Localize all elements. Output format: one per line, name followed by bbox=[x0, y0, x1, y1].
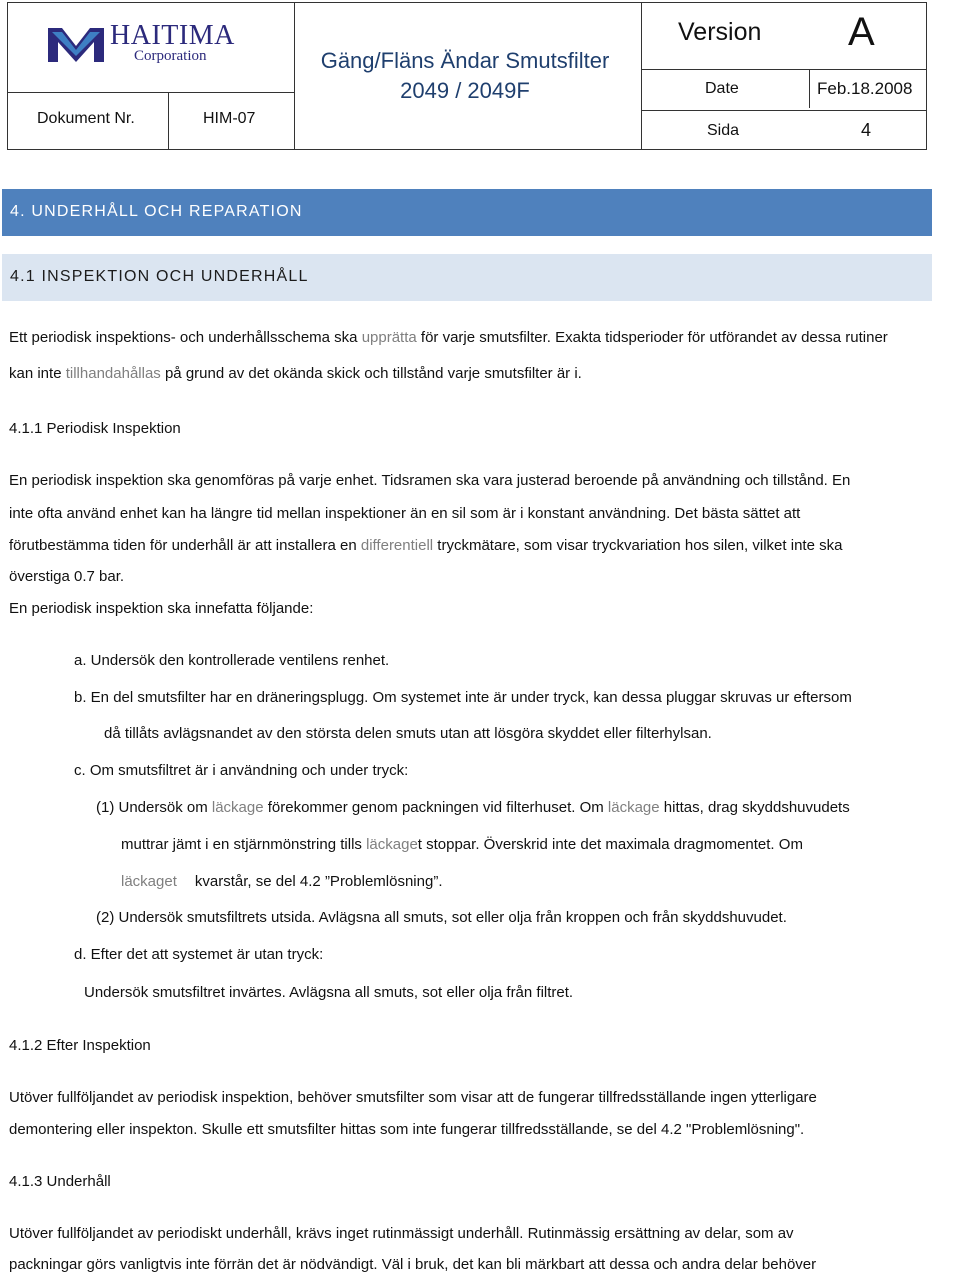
page-label: Sida bbox=[707, 122, 740, 139]
doc-number-value: HIM-07 bbox=[203, 110, 256, 127]
header-divider bbox=[809, 69, 810, 108]
header-divider bbox=[641, 3, 642, 149]
list-item-c1: (1) Undersök om läckage förekommer genom packningen vid filterhuset. Om läckage hittas, drag skyddshuvudets bbox=[96, 799, 850, 816]
logo-subtitle: Corporation bbox=[134, 48, 207, 64]
subsection-heading-bar bbox=[2, 254, 932, 301]
intro-line: Ett periodisk inspektions- och underhållsschema ska upprätta för varje smutsfilter. Exakta tidsperioder för utförandet av dessa rutiner bbox=[9, 329, 888, 346]
paragraph-line: En periodisk inspektion ska innefatta följande: bbox=[9, 600, 314, 617]
section-4-1-2-heading: 4.1.2 Efter Inspektion bbox=[9, 1037, 151, 1054]
section-heading-bar bbox=[2, 189, 932, 236]
version-value: A bbox=[848, 10, 875, 54]
paragraph-line: förutbestämma tiden för underhåll är att installera en differentiell tryckmätare, som visar tryckvariation hos silen, vilket inte ska bbox=[9, 537, 843, 554]
paragraph-line: Utöver fullföljandet av periodiskt underhåll, krävs inget rutinmässigt underhåll. Rutinmässig ersättning av delar, som av bbox=[9, 1225, 794, 1242]
header-divider bbox=[641, 69, 927, 70]
list-item-c2: (2) Undersök smutsfiltrets utsida. Avlägsna all smuts, sot eller olja från kroppen och från skyddshuvudet. bbox=[96, 909, 787, 926]
section-4-1-3-heading: 4.1.3 Underhåll bbox=[9, 1173, 111, 1190]
header-divider bbox=[8, 92, 294, 93]
list-item-a: a. Undersök den kontrollerade ventilens renhet. bbox=[74, 652, 390, 669]
header-divider bbox=[294, 3, 295, 149]
list-item-c: c. Om smutsfiltret är i användning och under tryck: bbox=[74, 762, 409, 779]
paragraph-line: Utöver fullföljandet av periodisk inspektion, behöver smutsfilter som visar att de fungerar tillfredsställande ingen ytterligare bbox=[9, 1089, 817, 1106]
list-item-d1: Undersök smutsfiltret invärtes. Avlägsna all smuts, sot eller olja från filtret. bbox=[84, 984, 574, 1001]
version-label: Version bbox=[678, 18, 762, 46]
paragraph-line: En periodisk inspektion ska genomföras på varje enhet. Tidsramen ska vara justerad beroende på användning och tillstånd. En bbox=[9, 472, 851, 489]
paragraph-line: inte ofta använd enhet kan ha längre tid mellan inspektioner än en sil som är i konstant användning. Det bästa sättet att bbox=[9, 505, 801, 522]
section-title: 4. UNDERHÅLL OCH REPARATION bbox=[10, 203, 303, 220]
list-item-b-cont: då tillåts avlägsnandet av den största delen smuts utan att lösgöra skyddet eller filterhylsan. bbox=[104, 725, 712, 742]
date-value: Feb.18.2008 bbox=[817, 79, 913, 98]
document-title-line1: Gäng/Fläns Ändar Smutsfilter bbox=[320, 48, 610, 73]
intro-line: kan inte tillhandahållas på grund av det okända skick och tillstånd varje smutsfilter är i. bbox=[9, 365, 582, 382]
page-number: 4 bbox=[861, 120, 872, 140]
list-item-d: d. Efter det att systemet är utan tryck: bbox=[74, 946, 324, 963]
list-item-b: b. En del smutsfilter har en dräneringsplugg. Om systemet inte är under tryck, kan dessa pluggar skruvas ur eftersom bbox=[74, 689, 852, 706]
list-item-c1-cont: läckaget kvarstår, se del 4.2 ”Problemlösning”. bbox=[121, 873, 443, 890]
paragraph-line: överstiga 0.7 bar. bbox=[9, 568, 125, 585]
header-divider bbox=[168, 92, 169, 149]
logo-name: HAITIMA bbox=[110, 20, 235, 51]
list-item-c1-cont: muttrar jämt i en stjärnmönstring tills läckaget stoppar. Överskrid inte det maximala dragmomentet. Om bbox=[121, 836, 803, 853]
header-divider bbox=[641, 110, 927, 111]
paragraph-line: demontering eller inspekton. Skulle ett smutsfilter hittas som inte fungerar tillfredsställande, se del 4.2 "Problemlösning". bbox=[9, 1121, 805, 1138]
date-label: Date bbox=[705, 80, 739, 97]
section-4-1-1-heading: 4.1.1 Periodisk Inspektion bbox=[9, 420, 181, 437]
paragraph-line: packningar görs vanligtvis inte förrän det är nödvändigt. Väl i bruk, det kan bli märkbart att dessa och andra delar behöver bbox=[9, 1256, 817, 1273]
company-logo-mark bbox=[48, 26, 104, 64]
document-title-line2: 2049 / 2049F bbox=[400, 78, 530, 103]
subsection-title: 4.1 INSPEKTION OCH UNDERHÅLL bbox=[10, 268, 309, 285]
doc-number-label: Dokument Nr. bbox=[37, 110, 135, 127]
